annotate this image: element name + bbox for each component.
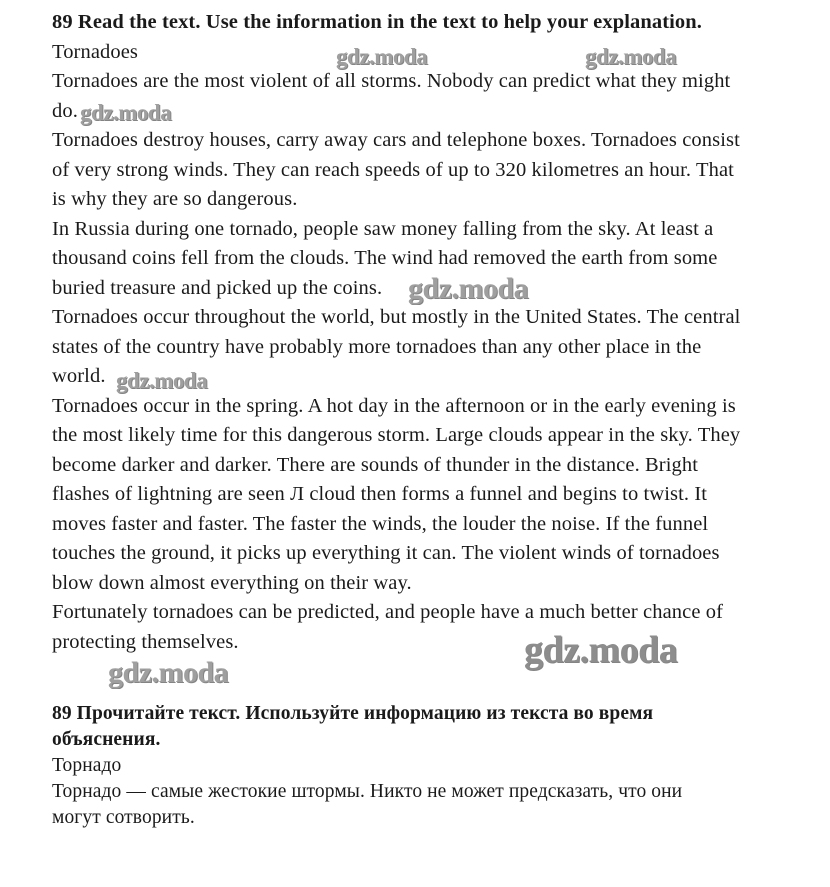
text-line: moves faster and faster. The faster the winds, the louder the noise. If the funnel: [52, 512, 709, 535]
russian-text: [52, 701, 802, 831]
text-line: Tornadoes destroy houses, carry away cars and telephone boxes. Tornadoes consist: [52, 129, 740, 151]
text-line: protecting themselves.: [52, 630, 239, 653]
text-line: states of the country have probably more tornadoes than any other place in the: [52, 335, 702, 358]
text-line: blow down almost everything on their way.: [52, 571, 412, 594]
watermark: gdz.moda: [336, 44, 428, 69]
text-title-en: Tornadoes: [52, 40, 138, 63]
text-line: Tornadoes occur in the spring. A hot day in the afternoon or in the early evening is: [52, 394, 736, 417]
text-line: могут сотворить.: [52, 807, 195, 828]
text-line: Торнадо — самые жестокие штормы. Никто не может предсказать, что они: [52, 781, 683, 802]
watermark: gdz.moda: [80, 100, 172, 125]
text-line: thousand coins fell from the clouds. The wind had removed the earth from some: [52, 247, 718, 269]
text-line: In Russia during one tornado, people saw money falling from the sky. At least a: [52, 217, 714, 240]
text-line: become darker and darker. There are sounds of thunder in the distance. Bright: [52, 453, 699, 476]
text-line: touches the ground, it picks up everything it can. The violent winds of tornadoes: [52, 542, 720, 564]
text-line: Tornadoes are the most violent of all storms. Nobody can predict what they might: [52, 70, 731, 92]
exercise-heading-en: 89 Read the text. Use the information in the text to help your explanation.: [52, 11, 702, 33]
watermark: gdz.moda: [108, 656, 229, 689]
text-line: Tornadoes occur throughout the world, but mostly in the United States. The central: [52, 306, 741, 328]
text-title-ru: Торнадо: [52, 755, 122, 776]
watermark: gdz.moda: [116, 368, 208, 393]
watermark: gdz.moda: [524, 629, 678, 671]
english-text: [52, 38, 802, 658]
text-line: of very strong winds. They can reach speeds of up to 320 kilometres an hour. That: [52, 158, 734, 181]
text-line: buried treasure and picked up the coins.: [52, 276, 383, 299]
text-line: world.: [52, 365, 106, 387]
text-line: Fortunately tornadoes can be predicted, and people have a much better chance of: [52, 601, 724, 623]
text-line: flashes of lightning are seen Л cloud then forms a funnel and begins to twist. It: [52, 483, 708, 505]
exercise-heading-ru-line2: объяснения.: [52, 729, 161, 750]
document-page: [52, 8, 802, 831]
exercise-heading-ru-line1: 89 Прочитайте текст. Используйте информацию из текста во время: [52, 703, 654, 724]
watermark: gdz.moda: [585, 44, 677, 69]
text-line: is why they are so dangerous.: [52, 188, 298, 210]
text-line: do.: [52, 99, 78, 122]
watermark: gdz.moda: [408, 272, 529, 305]
text-line: the most likely time for this dangerous storm. Large clouds appear in the sky. They: [52, 424, 741, 446]
